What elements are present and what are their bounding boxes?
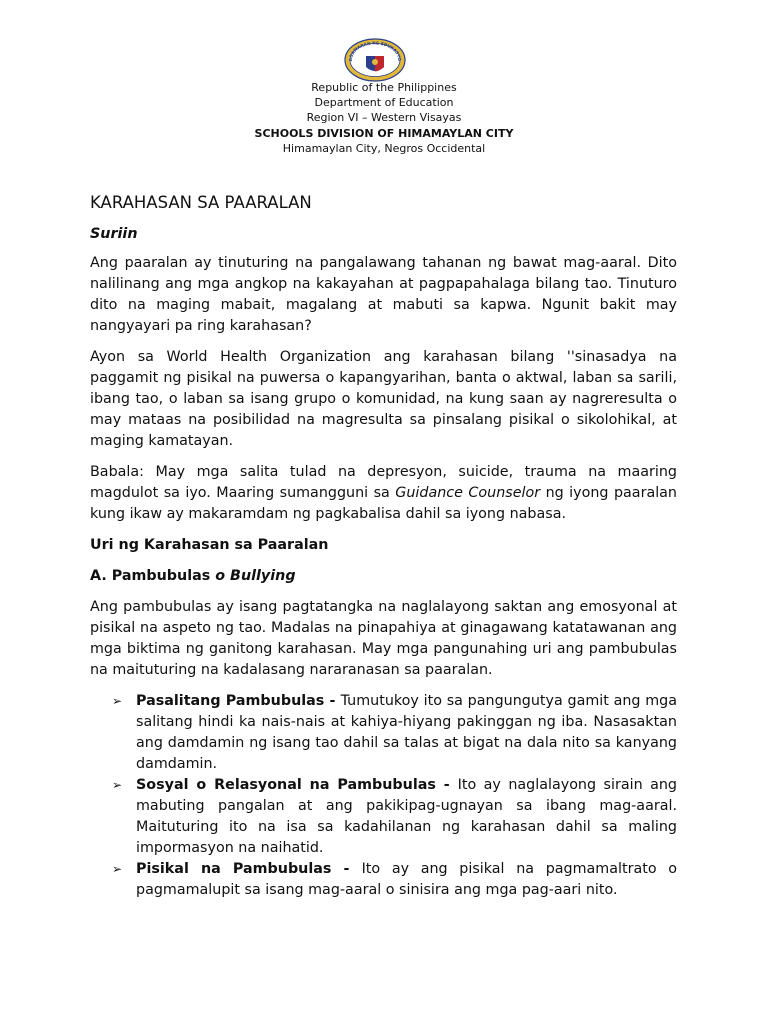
header-region: Region VI – Western Visayas — [306, 111, 462, 125]
list-item — [90, 691, 677, 775]
list-item — [90, 859, 677, 901]
warning-guidance-counselor: Guidance Counselor — [395, 485, 541, 501]
paragraph-bullying: Ang pambubulas ay isang pagtatangka na naglalayong saktan ang emosyonal at pisikal na aspeto ng tao. Madalas na pinapahiya at ginagawang katatawanan ang mga biktima ng ganitong karahasan. May mga pangunahing uri ang pambubulas na maituturing na kadalasang nararanasan sa paaralan. — [90, 599, 677, 678]
paragraph-who-definition: Ayon sa World Health Organization ang karahasan bilang ''sinasadya na paggamit ng pisikal na puwersa o kapangyarihan, banta o aktwal, laban sa sarili, ibang tao, o laban sa isang grupo o komunidad, na kung saan ay nagreresulta o may mataas na posibilidad na magresulta sa pinsalang pisikal o sikolohikal, at maging kamatayan. — [90, 349, 677, 449]
warning-text-a: Babala: May mga salita tulad na depresyon, suicide, trauma na maaring magdulot sa iyo. Maaring sumangguni sa — [90, 464, 677, 501]
header-division: SCHOOLS DIVISION OF HIMAMAYLAN CITY — [254, 126, 514, 140]
paragraph-warning — [90, 462, 677, 525]
header-address: Himamaylan City, Negros Occidental — [282, 141, 486, 155]
header-country: Republic of the Philippines — [311, 81, 457, 94]
bullying-types-list — [90, 691, 677, 901]
warning-text-b: ng iyong paaralan kung ikaw ay makaramdam ng pagkabalisa dahil sa iyong nabasa. — [90, 485, 677, 522]
deped-seal-icon — [343, 38, 407, 82]
header-department: Department of Education — [314, 96, 454, 110]
document-title: KARAHASAN SA PAARALAN — [90, 193, 312, 212]
list-item-text: Ito ay naglalayong sirain ang mabuting pangalan at ang pakikipag-ugnayan sa ibang mag-aaral. Maituturing ito na isa sa kadahilanan ng karahasan dahil sa maling impormasyon na naihatid. — [136, 777, 677, 856]
list-item-term: Pisikal na Pambubulas - — [136, 861, 362, 877]
suriin-heading: Suriin — [90, 226, 138, 242]
seal-text: AGAWARAN NG EDUKASYO — [347, 40, 403, 62]
list-item — [90, 775, 677, 859]
section-heading: Uri ng Karahasan sa Paaralan — [90, 537, 329, 553]
subsection-heading: A. Pambubulas o Bullying — [90, 568, 296, 584]
arrow-bullet-icon: ➢ — [112, 862, 123, 876]
document-body — [90, 192, 677, 901]
arrow-bullet-icon: ➢ — [112, 694, 123, 708]
subsection-heading-em: o Bullying — [215, 568, 296, 584]
list-item-text: Ito ay ang pisikal na pagmamaltrato o pagmamalupit sa isang mag-aaral o sinisira ang mga pag-aari nito. — [136, 861, 677, 898]
arrow-bullet-icon: ➢ — [112, 778, 123, 792]
list-item-text: Tumutukoy ito sa pangungutya gamit ang mga salitang hindi ka nais-nais at kahiya-hiyang pakinggan ng iba. Nasasaktan ang damdamin ng isang tao dahil sa talas at bigat na dala nito sa kanyang damdamin. — [136, 693, 678, 772]
list-item-term: Sosyal o Relasyonal na Pambubulas - — [136, 777, 458, 793]
paragraph-intro: Ang paaralan ay tinuturing na pangalawang tahanan ng bawat mag-aaral. Dito nalilinang ang mga angkop na kakayahan at pagpapahalaga bilang tao. Tinuturo dito na maging mabait, magalang at mabuti sa kapwa. Ngunit bakit may nangyayari pa ring karahasan? — [90, 255, 677, 334]
list-item-term: Pasalitang Pambubulas - — [136, 693, 341, 709]
letterhead — [0, 80, 768, 156]
